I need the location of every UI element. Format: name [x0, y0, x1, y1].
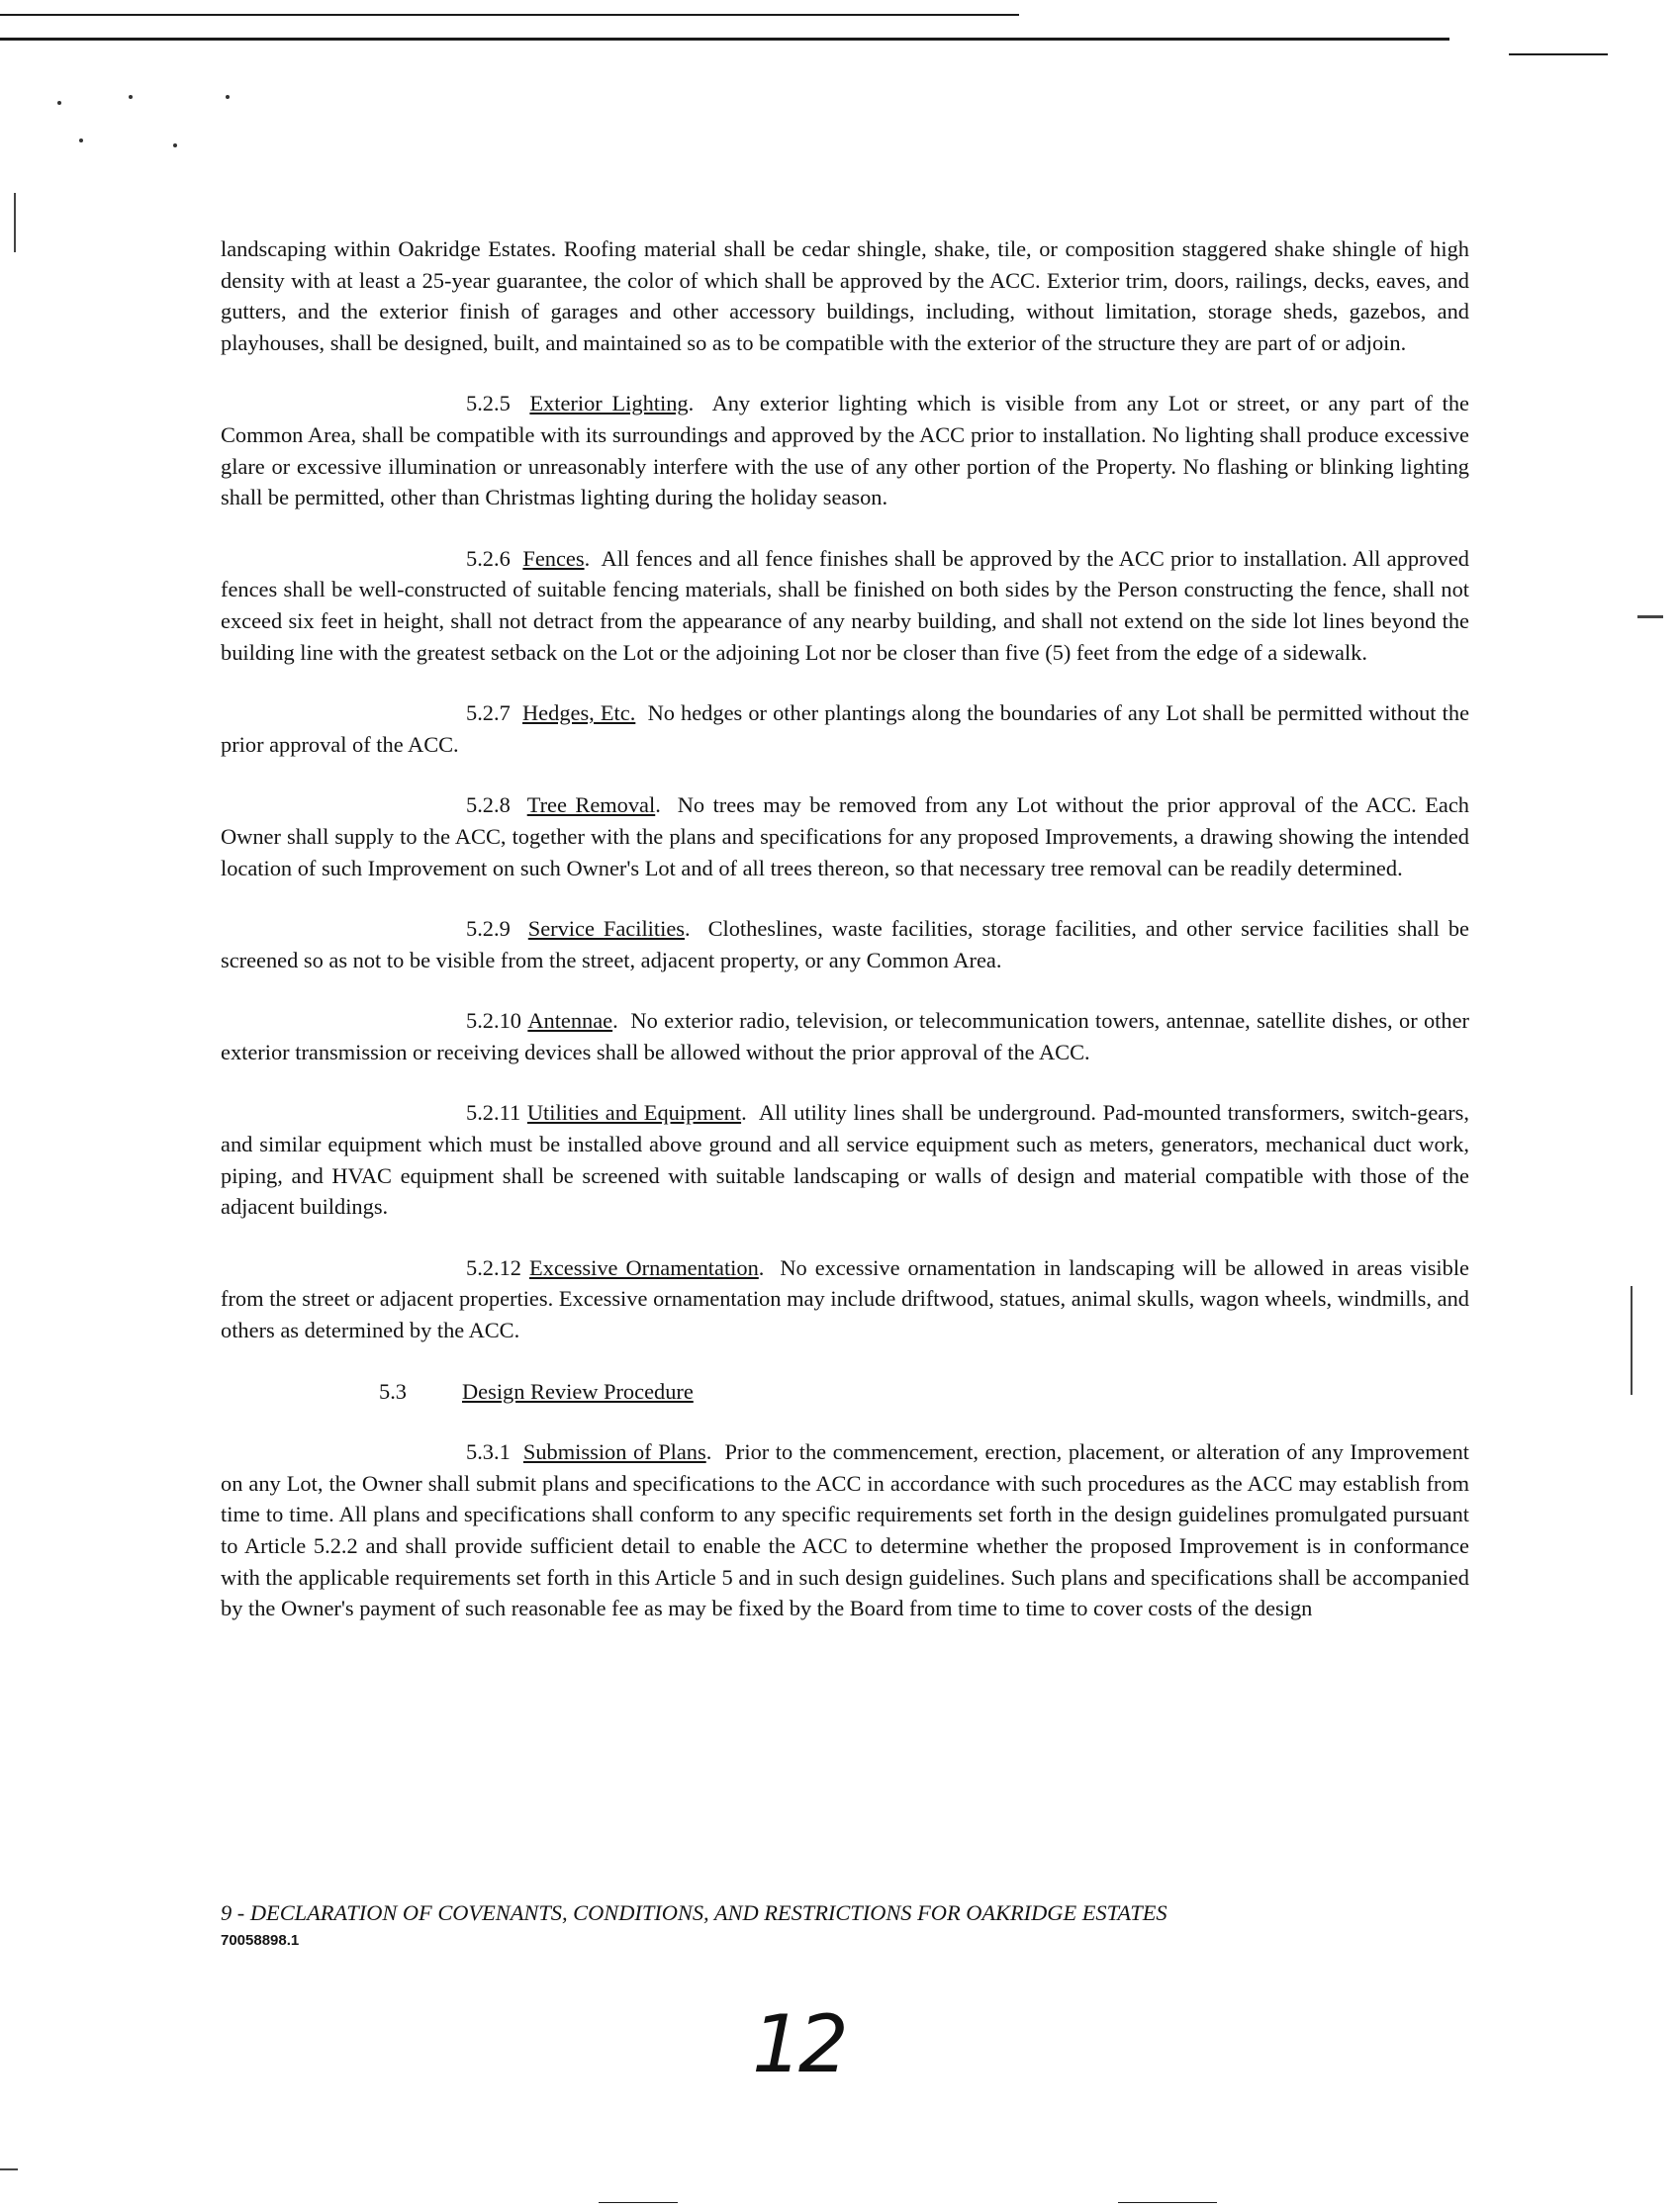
paragraph-number: 5.2.9 — [466, 916, 511, 942]
paragraph-body: Any exterior lighting which is visible from any Lot or street, or any part of the Common Area, shall be compatible with its surroundings and approved by the ACC prior to installation. No lighting shall produce excessive glare or excessive illumination or unreasonably interfere with the use of any other portion of the Property. No flashing or blinking lighting shall be permitted, other than Christmas lighting during the holiday season. — [221, 391, 1469, 510]
paragraph-5-2-10: 5.2.10 Antennae. No exterior radio, television, or telecommunication towers, antennae, satellite dishes, or other exterior transmission or receiving devices shall be allowed without the prior approval of the ACC. — [221, 1008, 1469, 1064]
margin-mark — [14, 193, 16, 252]
paragraph-body: All fences and all fence finishes shall be approved by the ACC prior to installation. All approved fences shall be well-constructed of suitable fencing materials, shall be finished on both sides by the Person constructing the fence, shall not exceed six feet in height, shall not detract from the appearance of any nearby building, and shall not extend on the side lot lines beyond the building line with the greatest setback on the Lot or the adjoining Lot nor be closer than five (5) feet from the edge of a sidewalk. — [221, 545, 1469, 665]
paragraph-title: Hedges, Etc. — [522, 700, 636, 726]
paragraph-5-2-9: 5.2.9 Service Facilities. Clotheslines, waste facilities, storage facilities, and other service facilities shall be screened so as not to be visible from the street, adjacent property, or any Common Area. — [221, 916, 1469, 972]
paragraph-number: 5.2.7 — [466, 700, 511, 726]
section-number: 5.3 — [379, 1378, 407, 1404]
margin-mark — [1631, 1286, 1633, 1395]
paragraph-number: 5.3.1 — [466, 1439, 511, 1465]
handwritten-page-number: 12 — [752, 1998, 845, 2090]
paragraph-5-2-7 — [221, 697, 1469, 760]
bottom-artifact — [1118, 2202, 1217, 2203]
paragraph-body: Prior to the commencement, erection, placement, or alteration of any Improvement on any Lot, the Owner shall submit plans and specifications to the ACC in accordance with such procedures as the ACC may establish from time to time. All plans and specifications shall conform to any specific requirements set forth in the design guidelines promulgated pursuant to Article 5.2.2 and shall provide sufficient detail to enable the ACC to determine whether the proposed Improvement is in conformance with the applicable requirements set forth in this Article 5 and in such design guidelines. Such plans and specifications shall be accompanied by the Owner's payment of such reasonable fee as may be fixed by the Board from time to time to cover costs of the design — [221, 1439, 1469, 1621]
paragraph-5-3-1: 5.3.1 Submission of Plans. Prior to the commencement, erection, placement, or alteration of any Improvement on any Lot, the Owner shall submit plans and specifications to the ACC in accordance with such procedures as the ACC may establish from time to time. All plans and specifications shall conform to any specific requirements set forth in the design guidelines promulgated pursuant to Article 5.2.2 and shall provide sufficient detail to enable the ACC to determine whether the proposed Improvement is in conformance with the applicable requirements set forth in this Article 5 and in such design guidelines. Such plans and specifications shall be accompanied by the Owner's payment of such reasonable fee as may be fixed by the Board from time to time to cover costs of the design — [221, 1439, 1469, 1621]
paragraph-body: No trees may be removed from any Lot without the prior approval of the ACC. Each Owner shall supply to the ACC, together with the plans and specifications for any proposed Improvements, a drawing showing the intended location of such Improvement on such Owner's Lot and of all trees thereon, so that necessary tree removal can be readily determined. — [221, 792, 1469, 880]
paragraph-number: 5.2.12 — [466, 1254, 521, 1280]
scan-speck — [57, 101, 61, 105]
paragraph-5-2-5: 5.2.5 Exterior Lighting. Any exterior lighting which is visible from any Lot or street, or any part of the Common Area, shall be compatible with its surroundings and approved by the ACC prior to installation. No lighting shall produce excessive glare or excessive illumination or unreasonably interfere with the use of any other portion of the Property. No flashing or blinking lighting shall be permitted, other than Christmas lighting during the holiday season. — [221, 391, 1469, 510]
paragraph-number: 5.2.8 — [466, 792, 511, 818]
paragraph-title: Service Facilities — [527, 916, 685, 942]
scan-speck — [173, 143, 177, 147]
paragraph-body: No excessive ornamentation in landscaping will be allowed in areas visible from the street or adjacent properties. Excessive ornamentation may include driftwood, statues, animal skulls, wagon wheels, windmills, and others as determined by the ACC. — [221, 1254, 1469, 1343]
top-rule-long — [0, 38, 1449, 41]
scan-speck — [79, 138, 83, 142]
paragraph-5-2-11: 5.2.11 Utilities and Equipment. All utility lines shall be underground. Pad-mounted transformers, switch-gears, and similar equipment which must be installed above ground and all service equipment such as meters, generators, mechanical duct work, piping, and HVAC equipment shall be screened with suitable landscaping or walls of design and material compatible with those of the adjacent buildings. — [221, 1100, 1469, 1220]
paragraph-number: 5.2.5 — [466, 391, 511, 416]
paragraph-5-2-8: 5.2.8 Tree Removal. No trees may be removed from any Lot without the prior approval of the ACC. Each Owner shall supply to the ACC, together with the plans and specifications for any proposed Improvements, a drawing showing the intended location of such Improvement on such Owner's Lot and of all trees thereon, so that necessary tree removal can be readily determined. — [221, 792, 1469, 880]
margin-mark — [0, 2168, 18, 2170]
paragraph-number: 5.2.11 — [466, 1100, 521, 1126]
section-title: Design Review Procedure — [462, 1378, 694, 1404]
paragraph-title: Utilities and Equipment — [526, 1100, 742, 1126]
top-rule-short — [0, 14, 1019, 16]
paragraph-title: Antennae — [527, 1008, 613, 1034]
paragraph-title: Excessive Ornamentation — [528, 1254, 759, 1280]
paragraph-body: No hedges or other plantings along the boundaries of any Lot shall be permitted without the prior approval of the ACC. — [221, 700, 1470, 757]
paragraph-body: Clotheslines, waste facilities, storage facilities, and other service facilities shall be screened so as not to be visible from the street, adjacent property, or any Common Area. — [221, 916, 1469, 972]
top-rule-right — [1509, 53, 1608, 55]
continuation-paragraph: landscaping within Oakridge Estates. Roofing material shall be cedar shingle, shake, tile, or composition staggered shake shingle of high density with at least a 25-year guarantee, the color of which shall be approved by the ACC. Exterior trim, doors, railings, decks, eaves, and gutters, and the exterior finish of garages and other accessory buildings, including, without limitation, storage sheds, gazebos, and playhouses, shall be designed, built, and maintained so as to be compatible with the exterior of the structure they are part of or adjoin. — [221, 236, 1469, 355]
scan-speck — [226, 95, 230, 99]
paragraph-title: Fences — [522, 545, 585, 571]
paragraph-title: Submission of Plans — [522, 1439, 706, 1465]
margin-mark — [1637, 615, 1663, 618]
paragraph-body: No exterior radio, television, or telecommunication towers, antennae, satellite dishes, or other exterior transmission or receiving devices shall be allowed without the prior approval of the ACC. — [221, 1008, 1469, 1064]
paragraph-5-2-6: 5.2.6 Fences. All fences and all fence finishes shall be approved by the ACC prior to installation. All approved fences shall be well-constructed of suitable fencing materials, shall be finished on both sides by the Person constructing the fence, shall not exceed six feet in height, shall not detract from the appearance of any nearby building, and shall not extend on the side lot lines beyond the building line with the greatest setback on the Lot or the adjoining Lot nor be closer than five (5) feet from the edge of a sidewalk. — [221, 545, 1469, 665]
paragraph-5-2-12: 5.2.12 Excessive Ornamentation. No excessive ornamentation in landscaping will be allowed in areas visible from the street or adjacent properties. Excessive ornamentation may include driftwood, statues, animal skulls, wagon wheels, windmills, and others as determined by the ACC. — [221, 1254, 1469, 1343]
paragraph-title: Tree Removal — [526, 792, 656, 818]
scan-speck — [129, 95, 133, 99]
paragraph-number: 5.2.10 — [466, 1008, 521, 1034]
paragraph-body: All utility lines shall be underground. Pad-mounted transformers, switch-gears, and similar equipment which must be installed above ground and all service equipment such as meters, generators, mechanical duct work, piping, and HVAC equipment shall be screened with suitable landscaping or walls of design and material compatible with those of the adjacent buildings. — [221, 1100, 1469, 1220]
document-code: 70058898.1 — [221, 1932, 300, 1949]
paragraph-title: Exterior Lighting — [529, 391, 689, 416]
section-heading-5-3 — [221, 1376, 1469, 1408]
page-footer: 9 - DECLARATION OF COVENANTS, CONDITIONS, AND RESTRICTIONS FOR OAKRIDGE ESTATES — [221, 1900, 1167, 1925]
document-body — [221, 233, 1469, 1654]
paragraph-number: 5.2.6 — [466, 545, 511, 571]
bottom-artifact — [599, 2202, 678, 2203]
